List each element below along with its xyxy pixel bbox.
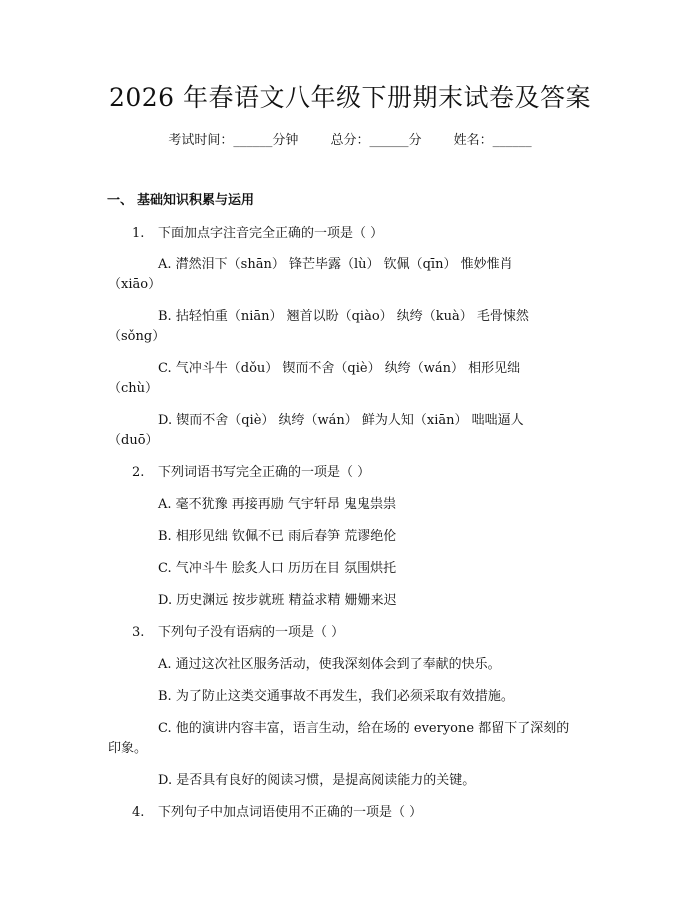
q1-option-c: C. 气冲斗牛（dǒu） 锲而不舍（qiè） 纨绔（wán） 相形见绌 — [158, 361, 521, 376]
question-text: 下面加点字注音完全正确的一项是（ ） — [158, 226, 384, 241]
exam-meta — [0, 132, 700, 150]
q3-option-c: C. 他的演讲内容丰富，语言生动，给在场的 everyone 都留下了深刻的 — [158, 721, 570, 736]
question-number: 1. — [132, 226, 145, 241]
exam-time-field: 考试时间：______分钟 — [168, 133, 299, 148]
q1-option-b: B. 拈轻怕重（niān） 翘首以盼（qiào） 纨绔（kuà） 毛骨悚然 — [158, 309, 529, 324]
q1-option-b-continuation: （sǒng） — [108, 329, 166, 344]
q3-option-d: D. 是否具有良好的阅读习惯，是提高阅读能力的关键。 — [158, 773, 476, 788]
student-name-field: 姓名：______ — [453, 133, 532, 148]
section-number: 一、 — [107, 193, 134, 208]
section-heading — [107, 192, 254, 210]
question-text: 下列句子中加点词语使用不正确的一项是（ ） — [158, 805, 423, 820]
question-3 — [132, 624, 344, 642]
question-text: 下列句子没有语病的一项是（ ） — [158, 625, 345, 640]
q1-option-d-continuation: （duō） — [108, 433, 159, 448]
q2-option-c: C. 气冲斗牛 脍炙人口 历历在目 氛围烘托 — [158, 561, 397, 576]
section-title: 基础知识积累与运用 — [137, 193, 255, 208]
q1-option-a-continuation: （xiāo） — [108, 277, 162, 292]
q2-option-a: A. 毫不犹豫 再接再励 气宇轩昂 鬼鬼祟祟 — [158, 497, 397, 512]
question-text: 下列词语书写完全正确的一项是（ ） — [158, 465, 371, 480]
q2-option-d: D. 历史渊远 按步就班 精益求精 姗姗来迟 — [158, 593, 397, 608]
question-number: 4. — [132, 805, 145, 820]
q3-option-b: B. 为了防止这类交通事故不再发生，我们必须采取有效措施。 — [158, 689, 514, 704]
q1-option-d: D. 锲而不舍（qiè） 纨绔（wán） 鲜为人知（xiān） 咄咄逼人 — [158, 413, 524, 428]
question-4 — [132, 804, 422, 822]
q3-option-c-continuation: 印象。 — [108, 741, 148, 756]
question-2 — [132, 464, 370, 482]
total-score-field: 总分：______分 — [330, 133, 422, 148]
q1-option-a: A. 潸然泪下（shān） 锋芒毕露（lù） 钦佩（qīn） 惟妙惟肖 — [158, 257, 513, 272]
question-number: 3. — [132, 625, 145, 640]
question-number: 2. — [132, 465, 145, 480]
question-1 — [132, 225, 383, 243]
q3-option-a: A. 通过这次社区服务活动，使我深刻体会到了奉献的快乐。 — [158, 657, 501, 672]
q1-option-c-continuation: （chù） — [108, 381, 159, 396]
page-title: 2026 年春语文八年级下册期末试卷及答案 — [108, 83, 592, 112]
q2-option-b: B. 相形见绌 钦佩不已 雨后春笋 荒谬绝伦 — [158, 529, 397, 544]
